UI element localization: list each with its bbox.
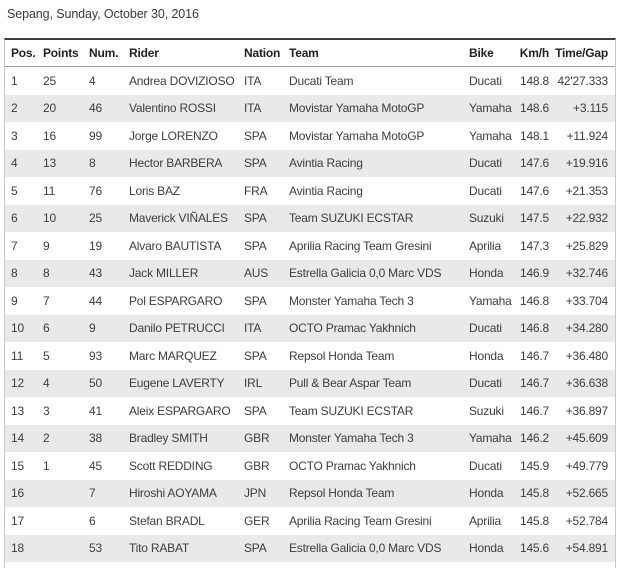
cell-points: 25: [43, 73, 56, 88]
cell-num: 44: [89, 293, 102, 308]
cell-rider: Tito RABAT: [129, 541, 190, 556]
cell-bike: Ducati: [469, 458, 502, 473]
cell-rider: Stefan BRADL: [129, 513, 205, 528]
cell-rider: Jorge LORENZO: [129, 128, 218, 143]
cell-rider: Pol ESPARGARO: [129, 293, 223, 308]
cell-pos: 15: [11, 458, 24, 473]
cell-pos: 6: [11, 211, 18, 226]
cell-points: 20: [43, 101, 56, 116]
cell-team: Repsol Honda Team: [289, 486, 395, 501]
cell-nation: ITA: [244, 321, 262, 336]
cell-rider: Hector BARBERA: [129, 156, 223, 171]
cell-bike: Suzuki: [469, 211, 504, 226]
cell-team: OCTO Pramac Yakhnich: [289, 458, 416, 473]
cell-bike: Yamaha: [469, 431, 512, 446]
cell-team: Movistar Yamaha MotoGP: [289, 128, 425, 143]
cell-num: 43: [89, 266, 102, 281]
table-row: [5, 150, 615, 178]
cell-bike: Ducati: [469, 156, 502, 171]
cell-rider: Maverick VIÑALES: [129, 211, 228, 226]
table-row: [5, 342, 615, 370]
cell-nation: JPN: [244, 486, 267, 501]
cell-kmh: 145.8: [519, 486, 549, 501]
cell-team: Repsol Honda Team: [289, 348, 395, 363]
cell-team: Team SUZUKI ECSTAR: [289, 403, 414, 418]
cell-nation: GBR: [244, 431, 270, 446]
cell-timegap: +36.897: [565, 403, 608, 418]
cell-nation: SPA: [244, 541, 267, 556]
cell-rider: Jack MILLER: [129, 266, 199, 281]
cell-num: 7: [89, 486, 96, 501]
cell-bike: Ducati: [469, 376, 502, 391]
cell-timegap: +45.609: [565, 431, 608, 446]
cell-kmh: 145.8: [519, 513, 549, 528]
cell-timegap: +32.746: [565, 266, 608, 281]
cell-kmh: 146.7: [519, 403, 549, 418]
table-row: [5, 67, 615, 95]
cell-num: 41: [89, 403, 102, 418]
cell-team: Avintia Racing: [289, 156, 363, 171]
cell-nation: SPA: [244, 293, 267, 308]
cell-kmh: 146.7: [519, 376, 549, 391]
table-row: [5, 535, 615, 563]
column-header-timegap: Time/Gap: [555, 46, 608, 60]
cell-num: 93: [89, 348, 102, 363]
cell-rider: Loris BAZ: [129, 183, 180, 198]
cell-rider: Andrea DOVIZIOSO: [129, 73, 235, 88]
cell-kmh: 148.6: [519, 101, 549, 116]
cell-num: 99: [89, 128, 102, 143]
column-header-pos: Pos.: [11, 46, 36, 60]
cell-rider: Hiroshi AOYAMA: [129, 486, 217, 501]
cell-timegap: +3.115: [573, 101, 608, 116]
cell-team: Monster Yamaha Tech 3: [289, 431, 414, 446]
cell-team: OCTO Pramac Yakhnich: [289, 321, 416, 336]
cell-bike: Suzuki: [469, 403, 504, 418]
table-row: [5, 397, 615, 425]
cell-num: 53: [89, 541, 102, 556]
cell-pos: 18: [11, 541, 24, 556]
column-header-rider: Rider: [129, 46, 159, 60]
cell-nation: GER: [244, 513, 270, 528]
cell-nation: SPA: [244, 128, 267, 143]
cell-points: 8: [43, 266, 50, 281]
cell-kmh: 147.3: [519, 238, 549, 253]
cell-rider: Valentino ROSSI: [129, 101, 216, 116]
cell-kmh: 148.8: [519, 73, 549, 88]
cell-team: Team SUZUKI ECSTAR: [289, 211, 414, 226]
table-row: [5, 452, 615, 480]
cell-pos: 5: [11, 183, 18, 198]
cell-nation: ITA: [244, 101, 262, 116]
cell-pos: 14: [11, 431, 24, 446]
cell-team: Estrella Galicia 0,0 Marc VDS: [289, 541, 442, 556]
cell-timegap: +36.480: [565, 348, 608, 363]
page-title: Sepang, Sunday, October 30, 2016: [7, 7, 199, 21]
cell-points: 2: [43, 431, 50, 446]
table-header-row: [5, 40, 615, 67]
cell-timegap: +52.665: [565, 486, 608, 501]
cell-num: 25: [89, 211, 102, 226]
column-header-team: Team: [289, 46, 319, 60]
cell-timegap: +11.924: [566, 128, 608, 143]
cell-pos: 3: [11, 128, 18, 143]
cell-team: Ducati Team: [289, 73, 354, 88]
cell-bike: Honda: [469, 486, 504, 501]
cell-timegap: +22.932: [565, 211, 608, 226]
results-table: [4, 38, 616, 568]
cell-num: 19: [89, 238, 102, 253]
cell-timegap: +54.891: [565, 541, 608, 556]
cell-bike: Yamaha: [469, 128, 512, 143]
cell-num: 46: [89, 101, 102, 116]
table-row: [5, 315, 615, 343]
cell-bike: Ducati: [469, 183, 502, 198]
cell-team: Estrella Galicia 0,0 Marc VDS: [289, 266, 442, 281]
cell-rider: Aleix ESPARGARO: [129, 403, 231, 418]
cell-kmh: 146.2: [519, 431, 549, 446]
cell-kmh: 147.6: [519, 183, 549, 198]
table-row: [5, 480, 615, 508]
cell-nation: SPA: [244, 348, 267, 363]
column-header-num: Num.: [89, 46, 119, 60]
cell-timegap: +19.916: [565, 156, 608, 171]
table-row: [5, 122, 615, 150]
cell-team: Aprilia Racing Team Gresini: [289, 238, 432, 253]
column-header-nation: Nation: [244, 46, 281, 60]
cell-num: 38: [89, 431, 102, 446]
cell-bike: Yamaha: [469, 101, 512, 116]
cell-team: Aprilia Racing Team Gresini: [289, 513, 432, 528]
cell-bike: Honda: [469, 266, 504, 281]
column-header-kmh: Km/h: [519, 46, 549, 60]
cell-team: Monster Yamaha Tech 3: [289, 293, 414, 308]
cell-rider: Bradley SMITH: [129, 431, 208, 446]
cell-nation: SPA: [244, 403, 267, 418]
table-row: [5, 287, 615, 315]
cell-kmh: 146.7: [519, 348, 549, 363]
cell-num: 8: [89, 156, 96, 171]
cell-points: 4: [43, 376, 50, 391]
cell-pos: 11: [11, 348, 24, 363]
cell-num: 4: [89, 73, 96, 88]
table-row: [5, 425, 615, 453]
cell-nation: SPA: [244, 238, 267, 253]
cell-points: 11: [43, 183, 56, 198]
cell-pos: 13: [11, 403, 24, 418]
cell-nation: SPA: [244, 211, 267, 226]
cell-pos: 17: [11, 513, 24, 528]
cell-kmh: 145.6: [519, 541, 549, 556]
cell-timegap: 42'27.333: [557, 73, 608, 88]
cell-points: 16: [43, 128, 56, 143]
column-header-points: Points: [43, 46, 79, 60]
cell-timegap: +33.704: [565, 293, 608, 308]
cell-bike: Honda: [469, 348, 504, 363]
cell-team: Movistar Yamaha MotoGP: [289, 101, 425, 116]
cell-timegap: +21.353: [565, 183, 608, 198]
cell-bike: Yamaha: [469, 293, 512, 308]
cell-nation: AUS: [244, 266, 269, 281]
cell-points: 5: [43, 348, 50, 363]
cell-points: 7: [43, 293, 50, 308]
cell-nation: SPA: [244, 156, 267, 171]
cell-kmh: 146.9: [519, 266, 549, 281]
column-header-bike: Bike: [469, 46, 494, 60]
cell-kmh: 147.6: [519, 156, 549, 171]
table-row: [5, 95, 615, 123]
cell-pos: 12: [11, 376, 24, 391]
table-row: [5, 232, 615, 260]
cell-bike: Ducati: [469, 321, 502, 336]
cell-num: 45: [89, 458, 102, 473]
cell-rider: Alvaro BAUTISTA: [129, 238, 222, 253]
table-body: [5, 67, 615, 562]
cell-pos: 10: [11, 321, 24, 336]
cell-points: 6: [43, 321, 50, 336]
cell-num: 9: [89, 321, 96, 336]
cell-timegap: +25.829: [565, 238, 608, 253]
cell-points: 10: [43, 211, 56, 226]
cell-pos: 8: [11, 266, 18, 281]
cell-pos: 4: [11, 156, 18, 171]
cell-points: 3: [43, 403, 50, 418]
table-row: [5, 205, 615, 233]
cell-points: 1: [43, 458, 50, 473]
cell-nation: ITA: [244, 73, 262, 88]
cell-bike: Aprilia: [469, 513, 501, 528]
cell-kmh: 146.8: [519, 293, 549, 308]
cell-kmh: 145.9: [519, 458, 549, 473]
cell-team: Pull & Bear Aspar Team: [289, 376, 412, 391]
table-row: [5, 177, 615, 205]
cell-pos: 9: [11, 293, 18, 308]
cell-rider: Marc MARQUEZ: [129, 348, 217, 363]
cell-num: 50: [89, 376, 102, 391]
cell-pos: 1: [11, 73, 18, 88]
cell-num: 6: [89, 513, 96, 528]
cell-team: Avintia Racing: [289, 183, 363, 198]
cell-nation: GBR: [244, 458, 270, 473]
cell-points: 13: [43, 156, 56, 171]
cell-kmh: 146.8: [519, 321, 549, 336]
cell-points: 9: [43, 238, 50, 253]
table-row: [5, 260, 615, 288]
cell-bike: Aprilia: [469, 238, 501, 253]
table-row: [5, 507, 615, 535]
cell-timegap: +36.638: [565, 376, 608, 391]
cell-timegap: +49.779: [565, 458, 608, 473]
cell-timegap: +52.784: [565, 513, 608, 528]
cell-rider: Scott REDDING: [129, 458, 213, 473]
cell-bike: Ducati: [469, 73, 502, 88]
cell-nation: FRA: [244, 183, 268, 198]
cell-pos: 2: [11, 101, 18, 116]
cell-rider: Eugene LAVERTY: [129, 376, 225, 391]
cell-timegap: +34.280: [565, 321, 608, 336]
cell-bike: Honda: [469, 541, 504, 556]
cell-kmh: 147.5: [519, 211, 549, 226]
cell-kmh: 148.1: [519, 128, 549, 143]
cell-pos: 16: [11, 486, 24, 501]
cell-nation: IRL: [244, 376, 263, 391]
table-row: [5, 370, 615, 398]
cell-pos: 7: [11, 238, 18, 253]
cell-num: 76: [89, 183, 102, 198]
cell-rider: Danilo PETRUCCI: [129, 321, 225, 336]
